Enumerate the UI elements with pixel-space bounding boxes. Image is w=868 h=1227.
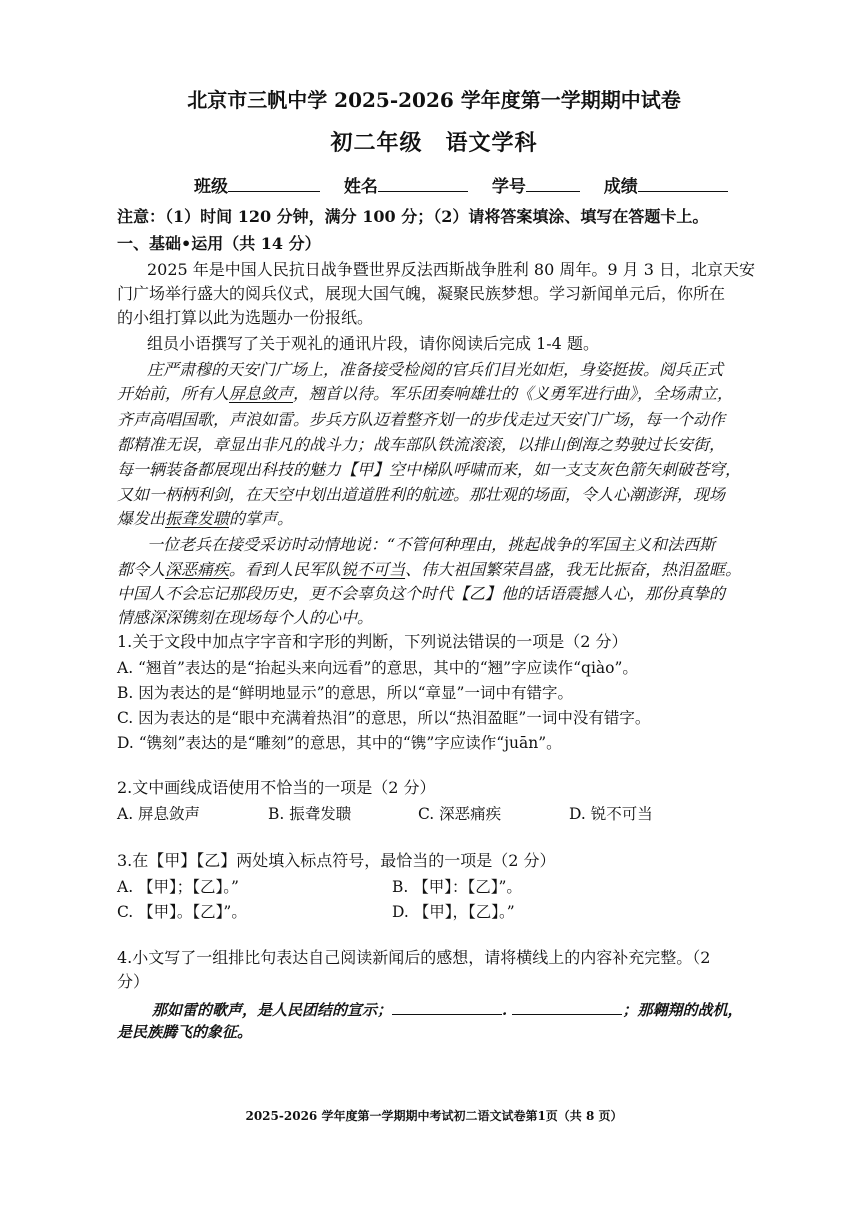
- passage-text: 、伟大祖国繁荣昌盛，我无比振奋，热泪盈眶。: [405, 560, 742, 579]
- passage2-line-1: 一位老兵在接受采访时动情地说：“不管何种理由，挑起战争的军国主义和法西斯: [147, 535, 716, 554]
- q1-option-a[interactable]: A. “翘首”表达的是“抬起头来向远看”的意思，其中的“翘”字应读作“qiào”。: [117, 659, 638, 677]
- name-label: 姓名: [343, 177, 378, 197]
- intro-line-4: 组员小语撰写了关于观礼的通讯片段，请你阅读后完成 1-4 题。: [147, 334, 599, 353]
- passage-line-2: [117, 384, 733, 404]
- q3-option-b[interactable]: B. 【甲】：【乙】”。: [392, 878, 522, 896]
- score-blank[interactable]: [638, 173, 728, 192]
- passage-line-4: 都精准无误，章显出非凡的战斗力；战车部队铁流滚滚，以排山倒海之势驶过长安街，: [117, 435, 726, 454]
- section1-heading: 一、基础•运用（共 14 分）: [117, 234, 321, 253]
- intro-line-1: 2025 年是中国人民抗日战争暨世界反法西斯战争胜利 80 周年。9 月 3 日，北京天安: [147, 260, 755, 279]
- idiom-zhenlong: 振聋发聩: [165, 509, 230, 528]
- q1-option-c[interactable]: C. 因为表达的是“眼中充满着热泪”的意思，所以“热泪盈眶”一词中没有错字。: [117, 709, 651, 727]
- q4-stem-line-2: 分）: [117, 972, 150, 991]
- q4-blank-2[interactable]: [512, 998, 622, 1015]
- class-label: 班级: [194, 177, 228, 197]
- q4-answer-line-1: [152, 998, 743, 1020]
- q1-option-b[interactable]: B. 因为表达的是“鲜明地显示”的意思，所以“章显”一词中有错字。: [117, 684, 573, 702]
- student-id-label: 学号: [491, 177, 526, 197]
- exam-subtitle: 初二年级 语文学科: [330, 130, 538, 156]
- passage-text: 都令人: [117, 560, 166, 579]
- passage2-line-3: 中国人不会忘记那段历史，更不会辜负这个时代【乙】他的话语震撼人心，那份真挚的: [117, 584, 726, 603]
- idiom-shenwu: 深恶痛疾: [165, 560, 230, 579]
- passage-text: 爆发出: [117, 509, 166, 528]
- passage-text: 。看到人民军队: [229, 560, 342, 579]
- idiom-pingxi: 屏息敛声: [229, 384, 294, 403]
- passage-text: 开始前，所有人: [117, 384, 230, 403]
- idiom-ruibu: 锐不可当: [341, 560, 406, 579]
- passage-line-5: 每一辆装备都展现出科技的魅力【甲】空中梯队呼啸而来，如一支支灰色箭矢刺破苍穹，: [117, 460, 742, 479]
- intro-line-3: 的小组打算以此为选题办一份报纸。: [117, 308, 374, 327]
- q4-answer-text: 那如雷的歌声，是人民团结的宣示；: [152, 1001, 393, 1019]
- q4-answer-separator: .: [502, 1001, 508, 1019]
- q4-blank-1[interactable]: [392, 998, 502, 1015]
- passage-line-7: [117, 509, 293, 529]
- q2-option-b[interactable]: B. 振聋发聩: [268, 805, 352, 823]
- q4-stem-line-1: 4.小文写了一组排比句表达自己阅读新闻后的感想，请将横线上的内容补充完整。（2: [117, 948, 711, 967]
- q4-answer-text: ；那翱翔的战机，: [622, 1001, 743, 1019]
- passage-text: ，翘首以待。军乐团奏响雄壮的《义勇军进行曲》，全场肃立，: [293, 384, 734, 403]
- intro-line-2: 门广场举行盛大的阅兵仪式，展现大国气魄，凝聚民族梦想。学习新闻单元后，你所在: [117, 284, 726, 303]
- q3-option-a[interactable]: A. 【甲】；【乙】。”: [117, 878, 239, 896]
- name-blank[interactable]: [378, 173, 468, 192]
- q4-answer-line-2: 是民族腾飞的象征。: [117, 1023, 253, 1041]
- class-blank[interactable]: [228, 173, 320, 192]
- passage-text: 的掌声。: [229, 509, 294, 528]
- student-id-blank[interactable]: [526, 173, 580, 192]
- notice: 注意：（1）时间 120 分钟，满分 100 分；（2）请将答案填涂、填写在答题卡上。: [117, 207, 709, 226]
- q3-option-d[interactable]: D. 【甲】，【乙】。”: [392, 903, 515, 921]
- passage2-line-4: 情感深深镌刻在现场每个人的心中。: [117, 608, 374, 627]
- passage2-line-2: [117, 560, 741, 580]
- page-footer: 2025-2026 学年度第一学期期中考试初二语文试卷第1页（共 8 页）: [245, 1109, 623, 1123]
- q2-option-c[interactable]: C. 深恶痛疾: [418, 805, 502, 823]
- score-label: 成绩: [603, 177, 638, 197]
- q2-option-a[interactable]: A. 屏息敛声: [117, 805, 201, 823]
- passage-line-3: 齐声高唱国歌，声浪如雷。步兵方队迈着整齐划一的步伐走过天安门广场，每一个动作: [117, 410, 726, 429]
- q3-stem: 3.在【甲】【乙】两处填入标点符号，最恰当的一项是（2 分）: [117, 851, 556, 870]
- q3-option-c[interactable]: C. 【甲】。【乙】”。: [117, 903, 247, 921]
- q1-stem: 1.关于文段中加点字字音和字形的判断，下列说法错误的一项是（2 分）: [117, 632, 628, 651]
- q2-option-d[interactable]: D. 锐不可当: [569, 805, 653, 823]
- q1-option-d[interactable]: D. “镌刻”表达的是“雕刻”的意思，其中的“镌”字应读作“juān”。: [117, 734, 562, 752]
- passage-line-6: 又如一柄柄利剑，在天空中划出道道胜利的航迹。那壮观的场面，令人心潮澎湃，现场: [117, 485, 726, 504]
- passage-line-1: 庄严肃穆的天安门广场上，准备接受检阅的官兵们目光如炬，身姿挺拔。阅兵正式: [147, 360, 724, 379]
- student-info-row: [194, 172, 728, 197]
- exam-title: 北京市三帆中学 2025-2026 学年度第一学期期中试卷: [187, 88, 681, 112]
- q2-stem: 2.文中画线成语使用不恰当的一项是（2 分）: [117, 778, 436, 797]
